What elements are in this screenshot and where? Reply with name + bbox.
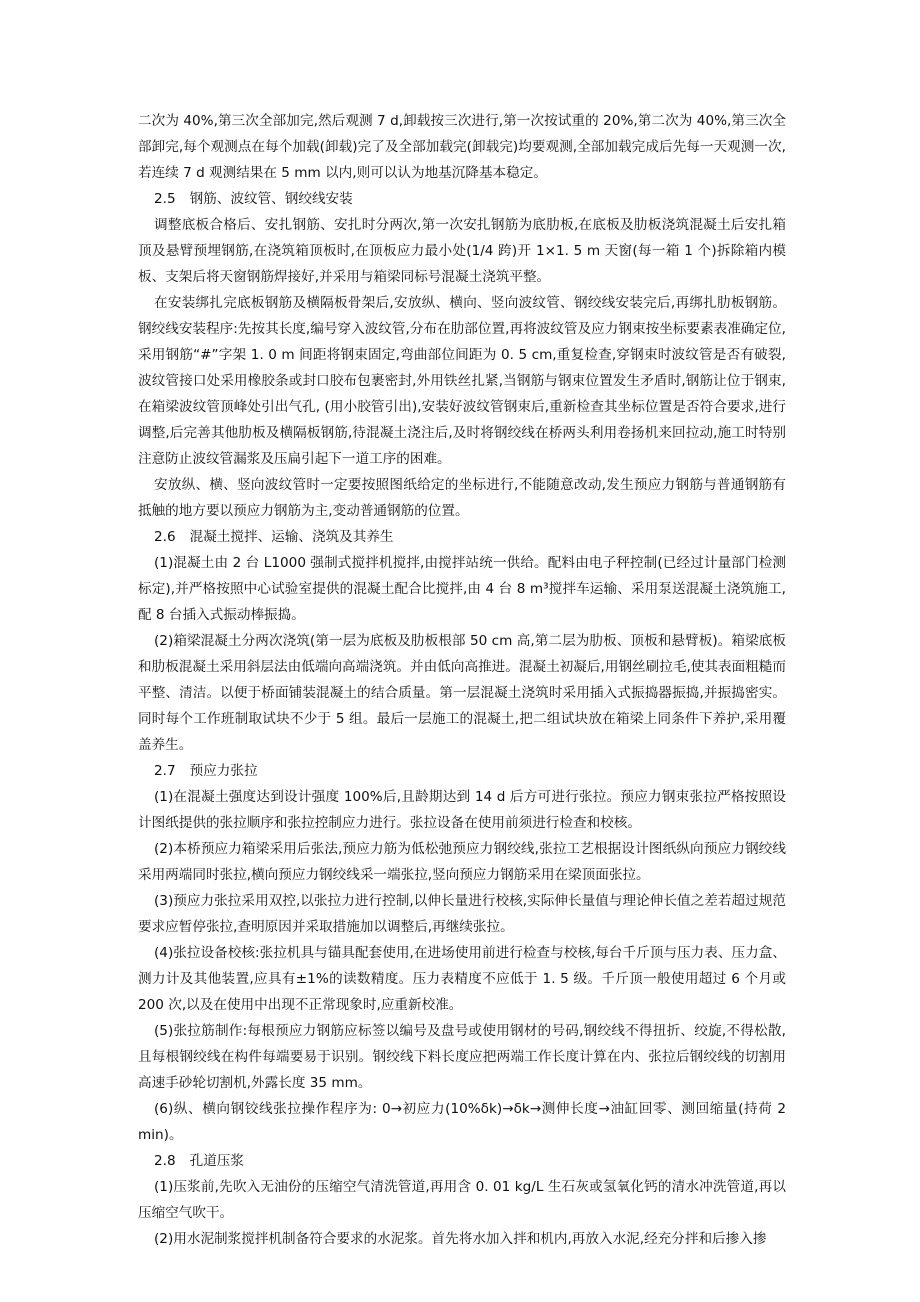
section-number: 2.5 — [154, 191, 176, 207]
paragraph: (4)张拉设备校核:张拉机具与锚具配套使用,在进场使用前进行检查与校核,每台千斤顶与压力表、压力盒、测力计及其他装置,应具有±1%的读数精度。压力表精度不应低于 1. 5 级。千斤顶一般使用超过 6 个月或 200 次,以及在使用中出现不正常现象时,应重新校准。 — [138, 945, 786, 1013]
paragraph-continuation: 二次为 40%,第三次全部加完,然后观测 7 d,卸载按三次进行,第一次按试重的 20%,第二次为 40%,第三次全部卸完,每个观测点在每个加载(卸载)完了及全部加载完(卸载完)均要观测,全部加载完成后先每一天观测一次,若连续 7 d 观测结果在 5 mm 以内,则可以认为地基沉降基本稳定。 — [138, 113, 786, 181]
section-title: 预应力张拉 — [189, 763, 258, 779]
paragraph: 在安装绑扎完底板钢筋及横隔板骨架后,安放纵、横向、竖向波纹管、钢绞线安装完后,再绑扎肋板钢筋。钢绞线安装程序:先按其长度,编号穿入波纹管,分布在肋部位置,再将波纹管及应力钢束按坐标要素表准确定位,采用钢筋“#”字架 1. 0 m 间距将钢束固定,弯曲部位间距为 0. 5 cm,重复检查,穿钢束时波纹管是否有破裂,波纹管接口处采用橡胶条或封口胶布包裹密封,外用铁丝扎紧,当钢筋与钢束位置发生矛盾时,钢筋让位于钢束,在箱梁波纹管顶峰处引出气孔, (用小胶管引出),安装好波纹管钢束后,重新检查其坐标位置是否符合要求,进行调整,后完善其他肋板及横隔板钢筋,待混凝土浇注后,及时将钢绞线在桥两头利用卷扬机来回拉动,施工时特别注意防止波纹管漏浆及压扁引起下一道工序的困难。 — [138, 295, 786, 467]
paragraph: (5)张拉筋制作:每根预应力钢筋应标签以编号及盘号或使用钢材的号码,钢绞线不得扭折、绞旋,不得松散,且每根钢绞线在构件每端要易于识别。钢绞线下料长度应把两端工作长度计算在内、张拉后钢绞线的切割用高速手砂轮切割机,外露长度 35 mm。 — [138, 1023, 786, 1091]
section-heading-2-7 — [138, 758, 786, 784]
section-title: 混凝土搅拌、运输、浇筑及其养生 — [189, 529, 394, 545]
paragraph: (2)本桥预应力箱梁采用后张法,预应力筋为低松弛预应力钢绞线,张拉工艺根据设计图纸纵向预应力钢绞线采用两端同时张拉,横向预应力钢绞线采一端张拉,竖向预应力钢筋采用在梁顶面张拉。 — [138, 841, 786, 883]
paragraph: (1)压浆前,先吹入无油份的压缩空气清洗管道,再用含 0. 01 kg/L 生石灰或氢氧化钙的清水冲洗管道,再以压缩空气吹干。 — [138, 1179, 786, 1221]
section-heading-2-5 — [138, 186, 786, 212]
section-heading-2-8 — [138, 1148, 786, 1174]
paragraph: 调整底板合格后、安扎钢筋、安扎时分两次,第一次安扎钢筋为底肋板,在底板及肋板浇筑混凝土后安扎箱顶及悬臂预埋钢筋,在浇筑箱顶板时,在顶板应力最小处(1/4 跨)开 1×1. 5 m 天窗(每一箱 1 个)拆除箱内模板、支架后将天窗钢筋焊接好,并采用与箱梁同标号混凝土浇筑平整。 — [138, 217, 786, 285]
section-number: 2.8 — [154, 1153, 176, 1169]
paragraph: (6)纵、横向钢铰线张拉操作程序为: 0→初应力(10%δk)→δk→测伸长度→油缸回零、测回缩量(持荷 2 min)。 — [138, 1101, 786, 1143]
section-number: 2.7 — [154, 763, 176, 779]
section-title: 钢筋、波纹管、钢绞线安装 — [189, 191, 353, 207]
paragraph: (1)混凝土由 2 台 L1000 强制式搅拌机搅拌,由搅拌站统一供给。配料由电子秤控制(已经过计量部门检测标定),并严格按照中心试验室提供的混凝土配合比搅拌,由 4 台 8 m³搅拌车运输、采用泵送混凝土浇筑施工,配 8 台插入式振动棒振捣。 — [138, 555, 786, 623]
section-heading-2-6 — [138, 524, 786, 550]
document-page — [138, 108, 786, 1252]
section-title: 孔道压浆 — [189, 1153, 244, 1169]
section-number: 2.6 — [154, 529, 176, 545]
paragraph: 安放纵、横、竖向波纹管时一定要按照图纸给定的坐标进行,不能随意改动,发生预应力钢筋与普通钢筋有抵触的地方要以预应力钢筋为主,变动普通钢筋的位置。 — [138, 477, 786, 519]
paragraph: (2)用水泥制浆搅拌机制备符合要求的水泥浆。首先将水加入拌和机内,再放入水泥,经充分拌和后掺入掺 — [154, 1231, 767, 1247]
paragraph: (2)箱梁混凝土分两次浇筑(第一层为底板及肋板根部 50 cm 高,第二层为肋板、顶板和悬臂板)。箱梁底板和肋板混凝土采用斜层法由低端向高端浇筑。并由低向高推进。混凝土初凝后,用钢丝刷拉毛,使其表面粗糙而平整、清洁。以便于桥面铺装混凝土的结合质量。第一层混凝土浇筑时采用插入式振捣器振捣,并振捣密实。同时每个工作班制取试块不少于 5 组。最后一层施工的混凝土,把二组试块放在箱梁上同条件下养护,采用覆盖养生。 — [138, 633, 786, 753]
paragraph: (1)在混凝土强度达到设计强度 100%后,且龄期达到 14 d 后方可进行张拉。预应力钢束张拉严格按照设计图纸提供的张拉顺序和张拉控制应力进行。张拉设备在使用前须进行检查和校核。 — [138, 789, 786, 831]
paragraph: (3)预应力张拉采用双控,以张拉力进行控制,以伸长量进行校核,实际伸长量值与理论伸长值之差若超过规范要求应暂停张拉,查明原因并采取措施加以调整后,再继续张拉。 — [138, 893, 786, 935]
